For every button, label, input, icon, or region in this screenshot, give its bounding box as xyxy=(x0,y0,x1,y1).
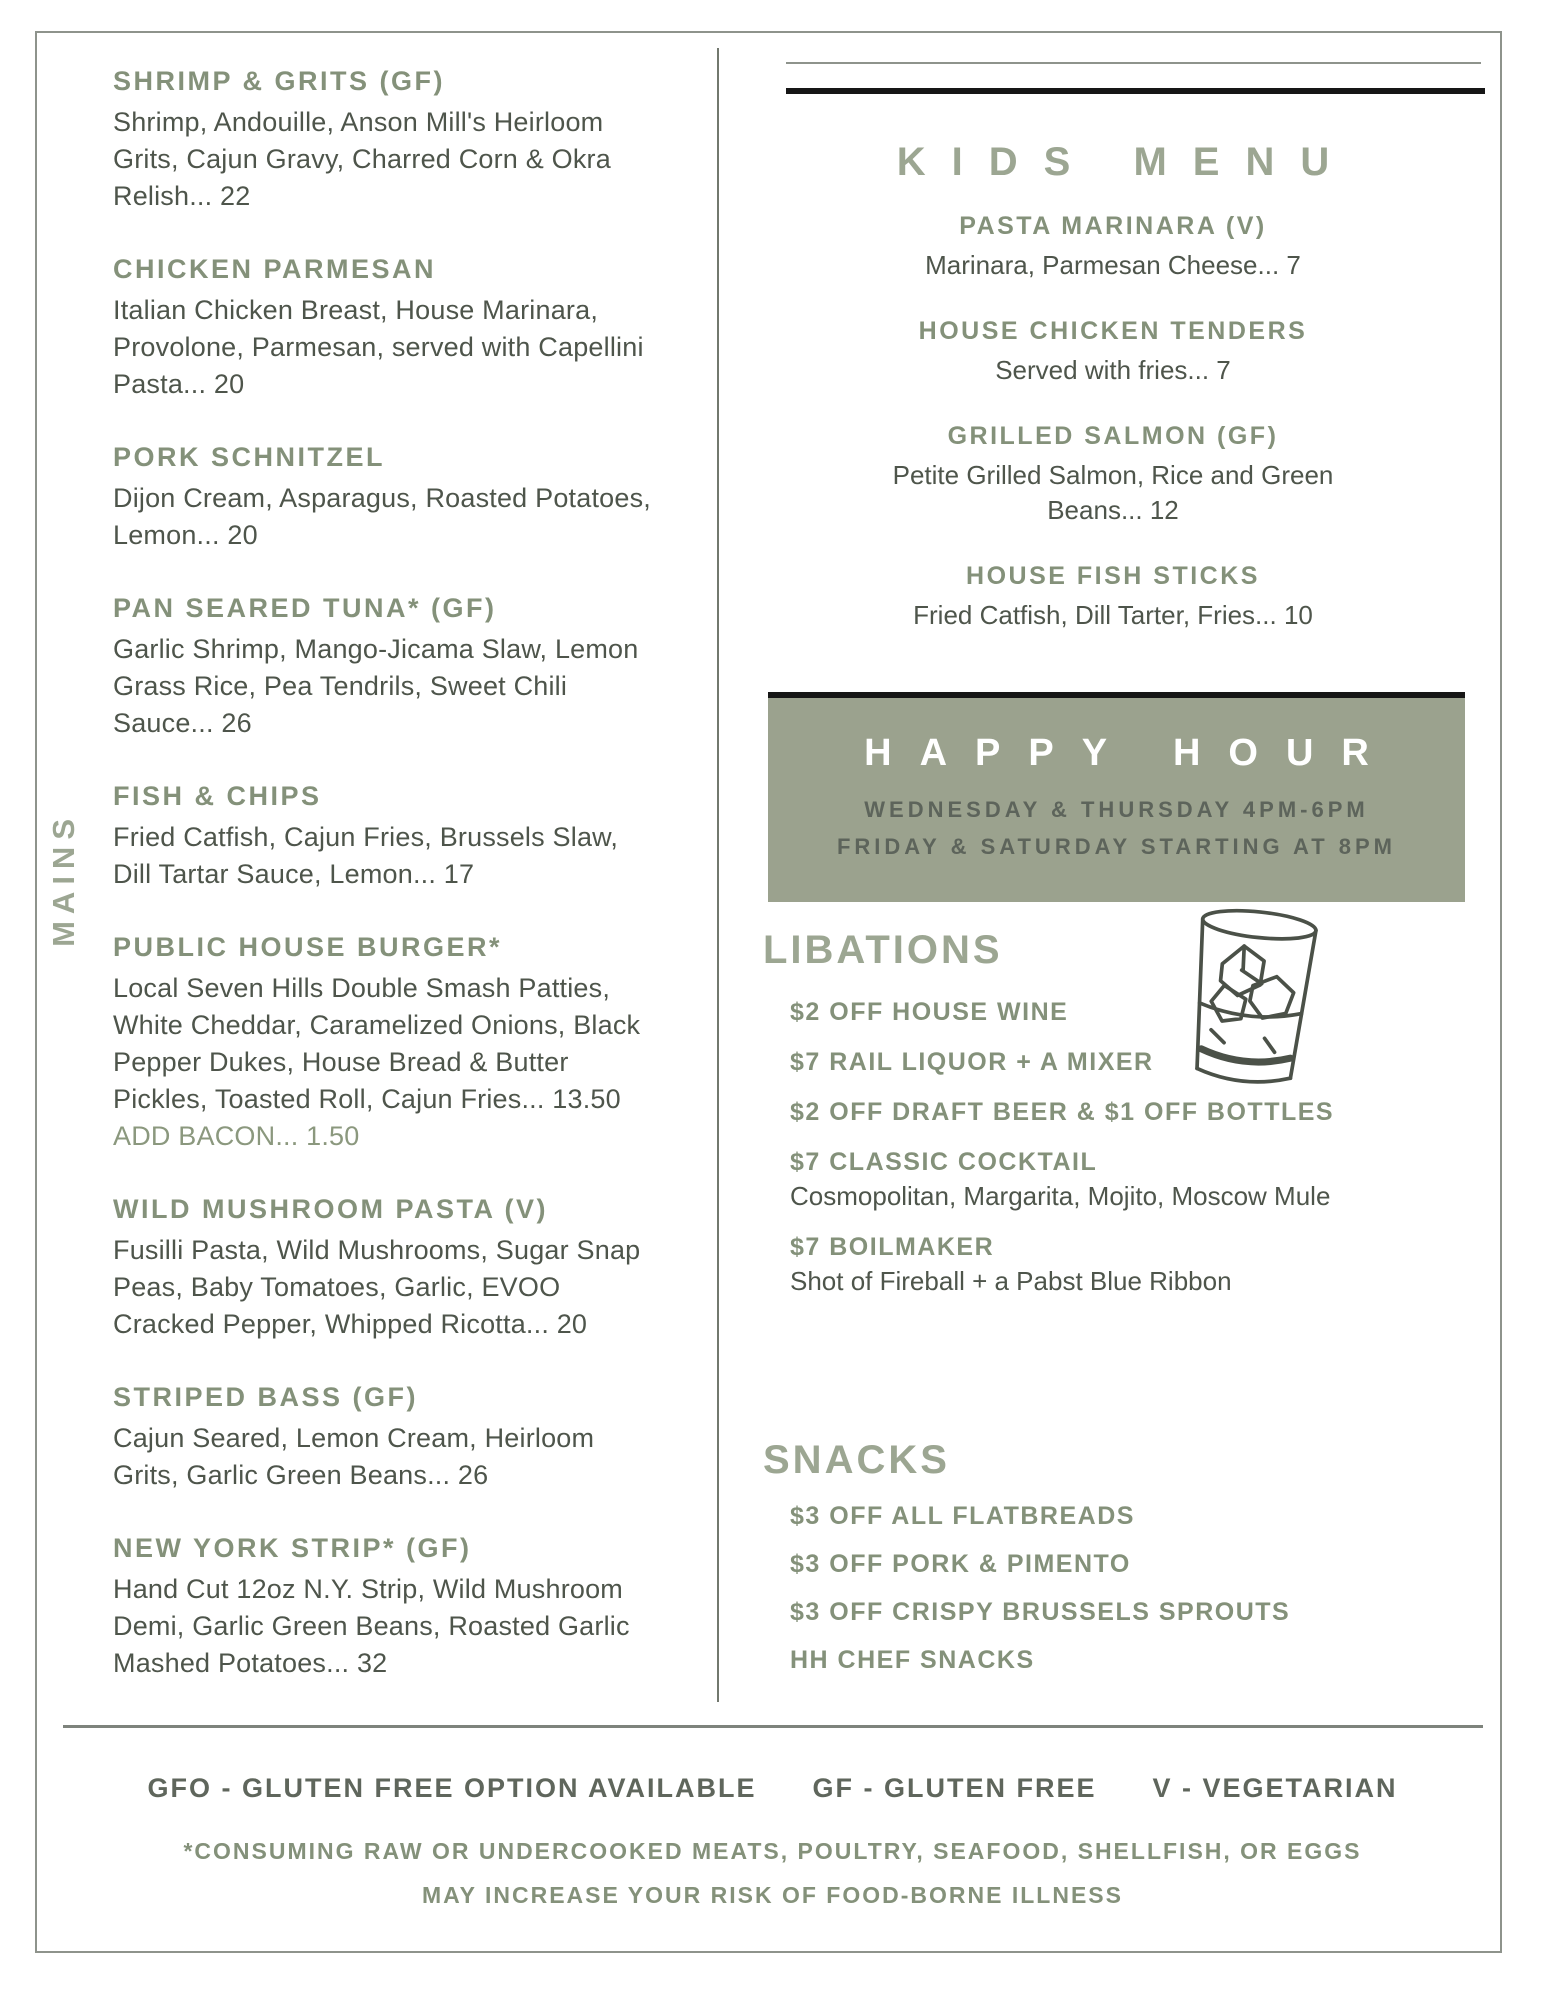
menu-item-desc: Fusilli Pasta, Wild Mushrooms, Sugar Snap Peas, Baby Tomatoes, Garlic, EVOO Cracked Pepper, Whipped Ricotta... 20 xyxy=(113,1235,641,1339)
kids-item-name: HOUSE FISH STICKS xyxy=(966,562,1260,590)
mains-section-label: MAINS xyxy=(46,812,81,947)
menu-item-desc: Hand Cut 12oz N.Y. Strip, Wild Mushroom Demi, Garlic Green Beans, Roasted Garlic Mashed Potatoes... 32 xyxy=(113,1574,630,1678)
kids-menu-item xyxy=(763,422,1463,528)
menu-item xyxy=(113,1194,661,1343)
menu-item xyxy=(113,781,661,893)
kids-menu-item xyxy=(763,212,1463,283)
kids-item-desc: Served with fries... 7 xyxy=(995,355,1231,385)
menu-item-desc: Garlic Shrimp, Mango-Jicama Slaw, Lemon Grass Rice, Pea Tendrils, Sweet Chili Sauce... 26 xyxy=(113,634,639,738)
happy-hour-schedule-line2: FRIDAY & SATURDAY STARTING AT 8PM xyxy=(836,834,1396,859)
menu-item-name: PAN SEARED TUNA* (GF) xyxy=(113,593,497,623)
menu-item-name: CHICKEN PARMESAN xyxy=(113,254,437,284)
libations-item xyxy=(790,1048,1465,1077)
libations-item-name: $2 OFF DRAFT BEER & $1 OFF BOTTLES xyxy=(790,1098,1335,1126)
menu-item-desc: Fried Catfish, Cajun Fries, Brussels Slaw, Dill Tartar Sauce, Lemon... 17 xyxy=(113,822,619,889)
menu-item-desc: Dijon Cream, Asparagus, Roasted Potatoes, Lemon... 20 xyxy=(113,483,651,550)
menu-item-name: PORK SCHNITZEL xyxy=(113,442,386,472)
kids-menu-item-list xyxy=(763,212,1463,667)
kids-menu-item xyxy=(763,562,1463,633)
libations-item-name: $7 BOILMAKER xyxy=(790,1233,995,1261)
menu-item-name: WILD MUSHROOM PASTA (V) xyxy=(113,1194,548,1224)
snacks-item-list xyxy=(790,1502,1465,1694)
snacks-item: $3 OFF ALL FLATBREADS xyxy=(790,1502,1135,1530)
menu-item-name: PUBLIC HOUSE BURGER* xyxy=(113,932,503,962)
kids-item-name: GRILLED SALMON (GF) xyxy=(947,422,1279,450)
libations-item-desc: Cosmopolitan, Margarita, Mojito, Moscow Mule xyxy=(790,1181,1331,1211)
raw-food-disclaimer-line2: MAY INCREASE YOUR RISK OF FOOD-BORNE ILLNESS xyxy=(422,1882,1123,1908)
menu-item-name: STRIPED BASS (GF) xyxy=(113,1382,419,1412)
libations-item-list xyxy=(790,998,1465,1318)
snacks-title: SNACKS xyxy=(763,1438,950,1482)
footer-rule xyxy=(63,1725,1483,1728)
menu-item xyxy=(113,442,661,554)
dietary-legend-entry: GFO - GLUTEN FREE OPTION AVAILABLE xyxy=(147,1773,757,1803)
column-divider xyxy=(717,48,719,1702)
kids-item-desc: Marinara, Parmesan Cheese... 7 xyxy=(925,250,1301,280)
menu-item xyxy=(113,932,661,1155)
happy-hour-schedule-line1: WEDNESDAY & THURSDAY 4PM-6PM xyxy=(864,797,1369,822)
dietary-legend xyxy=(0,1773,1545,1804)
happy-hour-banner xyxy=(768,692,1465,902)
menu-item-name: SHRIMP & GRITS (GF) xyxy=(113,66,446,96)
menu-item xyxy=(113,593,661,742)
libations-item-name: $7 RAIL LIQUOR + A MIXER xyxy=(790,1048,1154,1076)
menu-item xyxy=(113,1382,661,1494)
snacks-item: $3 OFF CRISPY BRUSSELS SPROUTS xyxy=(790,1598,1291,1626)
menu-item xyxy=(113,254,661,403)
menu-item-desc: Local Seven Hills Double Smash Patties, White Cheddar, Caramelized Onions, Black Pepper Dukes, House Bread & Butter Pickles, Toasted Roll, Cajun Fries... 13.50 ADD BACON... 1.50 xyxy=(113,973,641,1151)
menu-item-addon-price: ADD BACON... 1.50 xyxy=(113,1121,360,1151)
menu-item-desc: Cajun Seared, Lemon Cream, Heirloom Grits, Garlic Green Beans... 26 xyxy=(113,1423,595,1490)
libations-item-name: $7 CLASSIC COCKTAIL xyxy=(790,1148,1098,1176)
happy-hour-title: HAPPY HOUR xyxy=(864,732,1397,774)
dietary-legend-entry: GF - GLUTEN FREE xyxy=(812,1773,1097,1803)
menu-item-name: FISH & CHIPS xyxy=(113,781,322,811)
libations-item-desc: Shot of Fireball + a Pabst Blue Ribbon xyxy=(790,1266,1232,1296)
kids-item-desc: Petite Grilled Salmon, Rice and Green Beans... 12 xyxy=(892,460,1334,525)
kids-item-desc: Fried Catfish, Dill Tarter, Fries... 10 xyxy=(913,600,1313,630)
libations-item-name: $2 OFF HOUSE WINE xyxy=(790,998,1069,1026)
libations-item xyxy=(790,998,1465,1027)
menu-item-desc: Italian Chicken Breast, House Marinara, Provolone, Parmesan, served with Capellini Pasta... 20 xyxy=(113,295,644,399)
libations-item xyxy=(790,1098,1465,1127)
kids-menu-item xyxy=(763,317,1463,388)
dietary-legend-entry: V - VEGETARIAN xyxy=(1152,1773,1398,1803)
kids-menu-title: KIDS MENU xyxy=(896,140,1356,184)
libations-title: LIBATIONS xyxy=(763,928,1003,972)
snacks-item: HH CHEF SNACKS xyxy=(790,1646,1035,1674)
kids-item-name: PASTA MARINARA (V) xyxy=(959,212,1267,240)
mains-item-list xyxy=(113,66,661,1721)
raw-food-disclaimer-line1: *CONSUMING RAW OR UNDERCOOKED MEATS, POULTRY, SEAFOOD, SHELLFISH, OR EGGS xyxy=(183,1838,1362,1864)
kids-item-name: HOUSE CHICKEN TENDERS xyxy=(918,317,1308,345)
libations-item xyxy=(790,1233,1465,1297)
snacks-item: $3 OFF PORK & PIMENTO xyxy=(790,1550,1131,1578)
libations-item xyxy=(790,1148,1465,1212)
menu-item-name: NEW YORK STRIP* (GF) xyxy=(113,1533,472,1563)
menu-item xyxy=(113,66,661,215)
kids-menu-top-rule-thin xyxy=(786,62,1481,64)
menu-item xyxy=(113,1533,661,1682)
kids-menu-top-rule-thick xyxy=(786,88,1485,94)
menu-item-desc: Shrimp, Andouille, Anson Mill's Heirloom Grits, Cajun Gravy, Charred Corn & Okra Relish... 22 xyxy=(113,107,611,211)
